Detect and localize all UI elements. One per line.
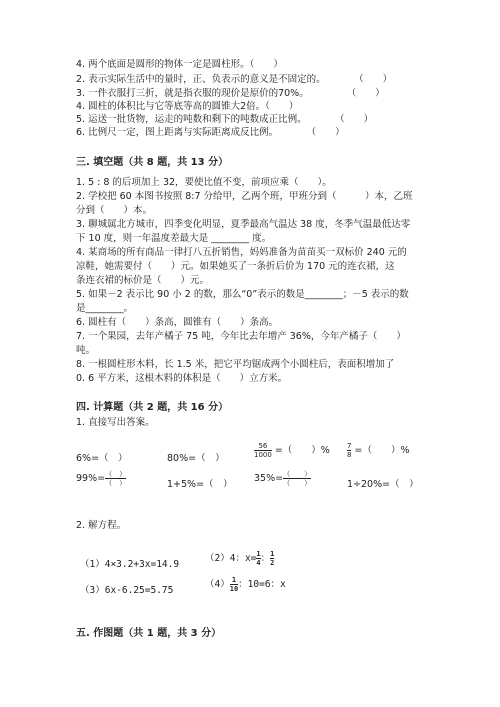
fraction-denominator: 8 bbox=[347, 451, 352, 459]
calc-item: 80%=（ ） bbox=[167, 453, 225, 464]
fraction-denominator: 1000 bbox=[254, 451, 272, 459]
fill-line: 0. 6 平方米，这根木料的体积是（ ）立方米。 bbox=[76, 373, 288, 384]
fraction-numerator: 1 bbox=[270, 550, 275, 558]
fill-line: 4. 某商场的所有商品一律打八五折销售，妈妈准备为苗苗买一双标价 240 元的 bbox=[76, 247, 407, 258]
calc-item-tail: =（ ）% bbox=[271, 445, 330, 456]
fill-line: 是________。 bbox=[76, 303, 134, 314]
equation-tail: ：10=6：x bbox=[238, 579, 286, 590]
equation-1: （1）4×3.2+3x=14.9 bbox=[80, 559, 180, 570]
calc-item: 1÷20%=（ ） bbox=[347, 479, 419, 490]
calc-item-fraction bbox=[76, 470, 126, 487]
equation-4 bbox=[205, 576, 286, 593]
equation-2 bbox=[205, 550, 274, 567]
judge-q3: 3. 一件衣服打三折，就是指衣服的现价是原价的70%。 （ ） bbox=[76, 88, 385, 99]
fraction-numerator: 1 bbox=[230, 576, 238, 585]
fraction-denominator: 10 bbox=[229, 585, 239, 593]
equation-ratio-sign: ： bbox=[260, 553, 271, 564]
calc-item-tail: =（ ）% bbox=[351, 445, 410, 456]
judge-q5: 5. 运送一批货物，运走的吨数和剩下的吨数成正比例。 （ ） bbox=[76, 114, 374, 125]
fraction-numerator: （ ） bbox=[105, 470, 127, 478]
calc-item-head: 35%= bbox=[254, 473, 284, 484]
calc-item-fraction bbox=[347, 442, 409, 459]
equation-3: （3）6x-6.25=5.75 bbox=[80, 585, 174, 596]
fraction-numerator: 56 bbox=[254, 442, 272, 451]
fill-line: 条连衣裙的标价是（ ）元。 bbox=[76, 275, 210, 286]
calc-item: 1+5%=（ ） bbox=[167, 479, 233, 490]
calc-item: 6%=（ ） bbox=[76, 453, 128, 464]
fill-line: 凉鞋，她需要付（ ）元。如果她买了一条折后价为 170 元的连衣裙，这 bbox=[76, 261, 395, 272]
fill-line: 吨。 bbox=[76, 345, 96, 356]
section4-title: 四. 计算题（共 2 题，共 16 分） bbox=[76, 402, 229, 413]
fraction-denominator: 4 bbox=[256, 559, 261, 567]
fraction-denominator: （ ） bbox=[105, 479, 127, 487]
judge-q4: 4. 圆柱的体积比与它等底等高的圆锥大2倍。（ ） bbox=[76, 101, 299, 112]
judge-q6: 6. 比例尺一定，图上距离与实际距离成反比例。 （ ） bbox=[76, 127, 345, 138]
fill-line: 6. 圆柱有（ ）条高，圆锥有（ ）条高。 bbox=[76, 317, 279, 328]
equation-head: （4） bbox=[205, 579, 230, 590]
fraction-numerator: 7 bbox=[347, 442, 352, 450]
fraction-numerator: （ ） bbox=[283, 470, 312, 478]
fill-line: 5. 如果－2 表示比 90 小 2 的数，那么“0”表示的数是________；－5 表示的数 bbox=[76, 289, 409, 300]
fill-line: 分到（ ）本。 bbox=[76, 205, 153, 216]
fraction-denominator: （ ） bbox=[283, 479, 312, 487]
calc-q1-prompt: 1. 直接写出答案。 bbox=[76, 417, 155, 428]
calc-item-fraction bbox=[254, 470, 311, 487]
fraction-denominator: 2 bbox=[270, 559, 275, 567]
fill-line: 8. 一根圆柱形木料，长 1.5 米，把它平均锯成两个小圆柱后，表面积增加了 bbox=[76, 359, 395, 370]
judge-q2: 2. 表示实际生活中的量时，正、负表示的意义是不固定的。 （ ） bbox=[76, 74, 393, 85]
fill-line: 3. 聊城属北方城市，四季变化明显，夏季最高气温达 38 度，冬季气温最低达零 bbox=[76, 219, 411, 230]
section5-title: 五. 作图题（共 1 题，共 3 分） bbox=[76, 628, 222, 639]
fraction-numerator: 1 bbox=[256, 550, 261, 558]
calc-q2-prompt: 2. 解方程。 bbox=[76, 520, 127, 531]
fill-line: 1. 5 : 8 的后项加上 32，要使比值不变，前项应乘（ ）。 bbox=[76, 177, 332, 188]
fill-line: 2. 学校把 60 本图书按照 8:7 分给甲，乙两个班，甲班分到（ ）本，乙班 bbox=[76, 191, 413, 202]
section3-title: 三. 填空题（共 8 题，共 13 分） bbox=[76, 157, 229, 168]
calc-item-head: 99%= bbox=[76, 473, 106, 484]
calc-item-fraction bbox=[254, 442, 330, 459]
equation-head: （2）4：x= bbox=[205, 553, 257, 564]
fill-line: 7. 一个果园，去年产橘子 75 吨，今年比去年增产 36%，今年产橘子（ ） bbox=[76, 331, 406, 342]
judge-q1: 4. 两个底面是圆形的物体一定是圆柱形。（ ） bbox=[76, 59, 283, 70]
fill-line: 下 10 度，则一年温度差最大是 ________ 度。 bbox=[76, 233, 272, 244]
